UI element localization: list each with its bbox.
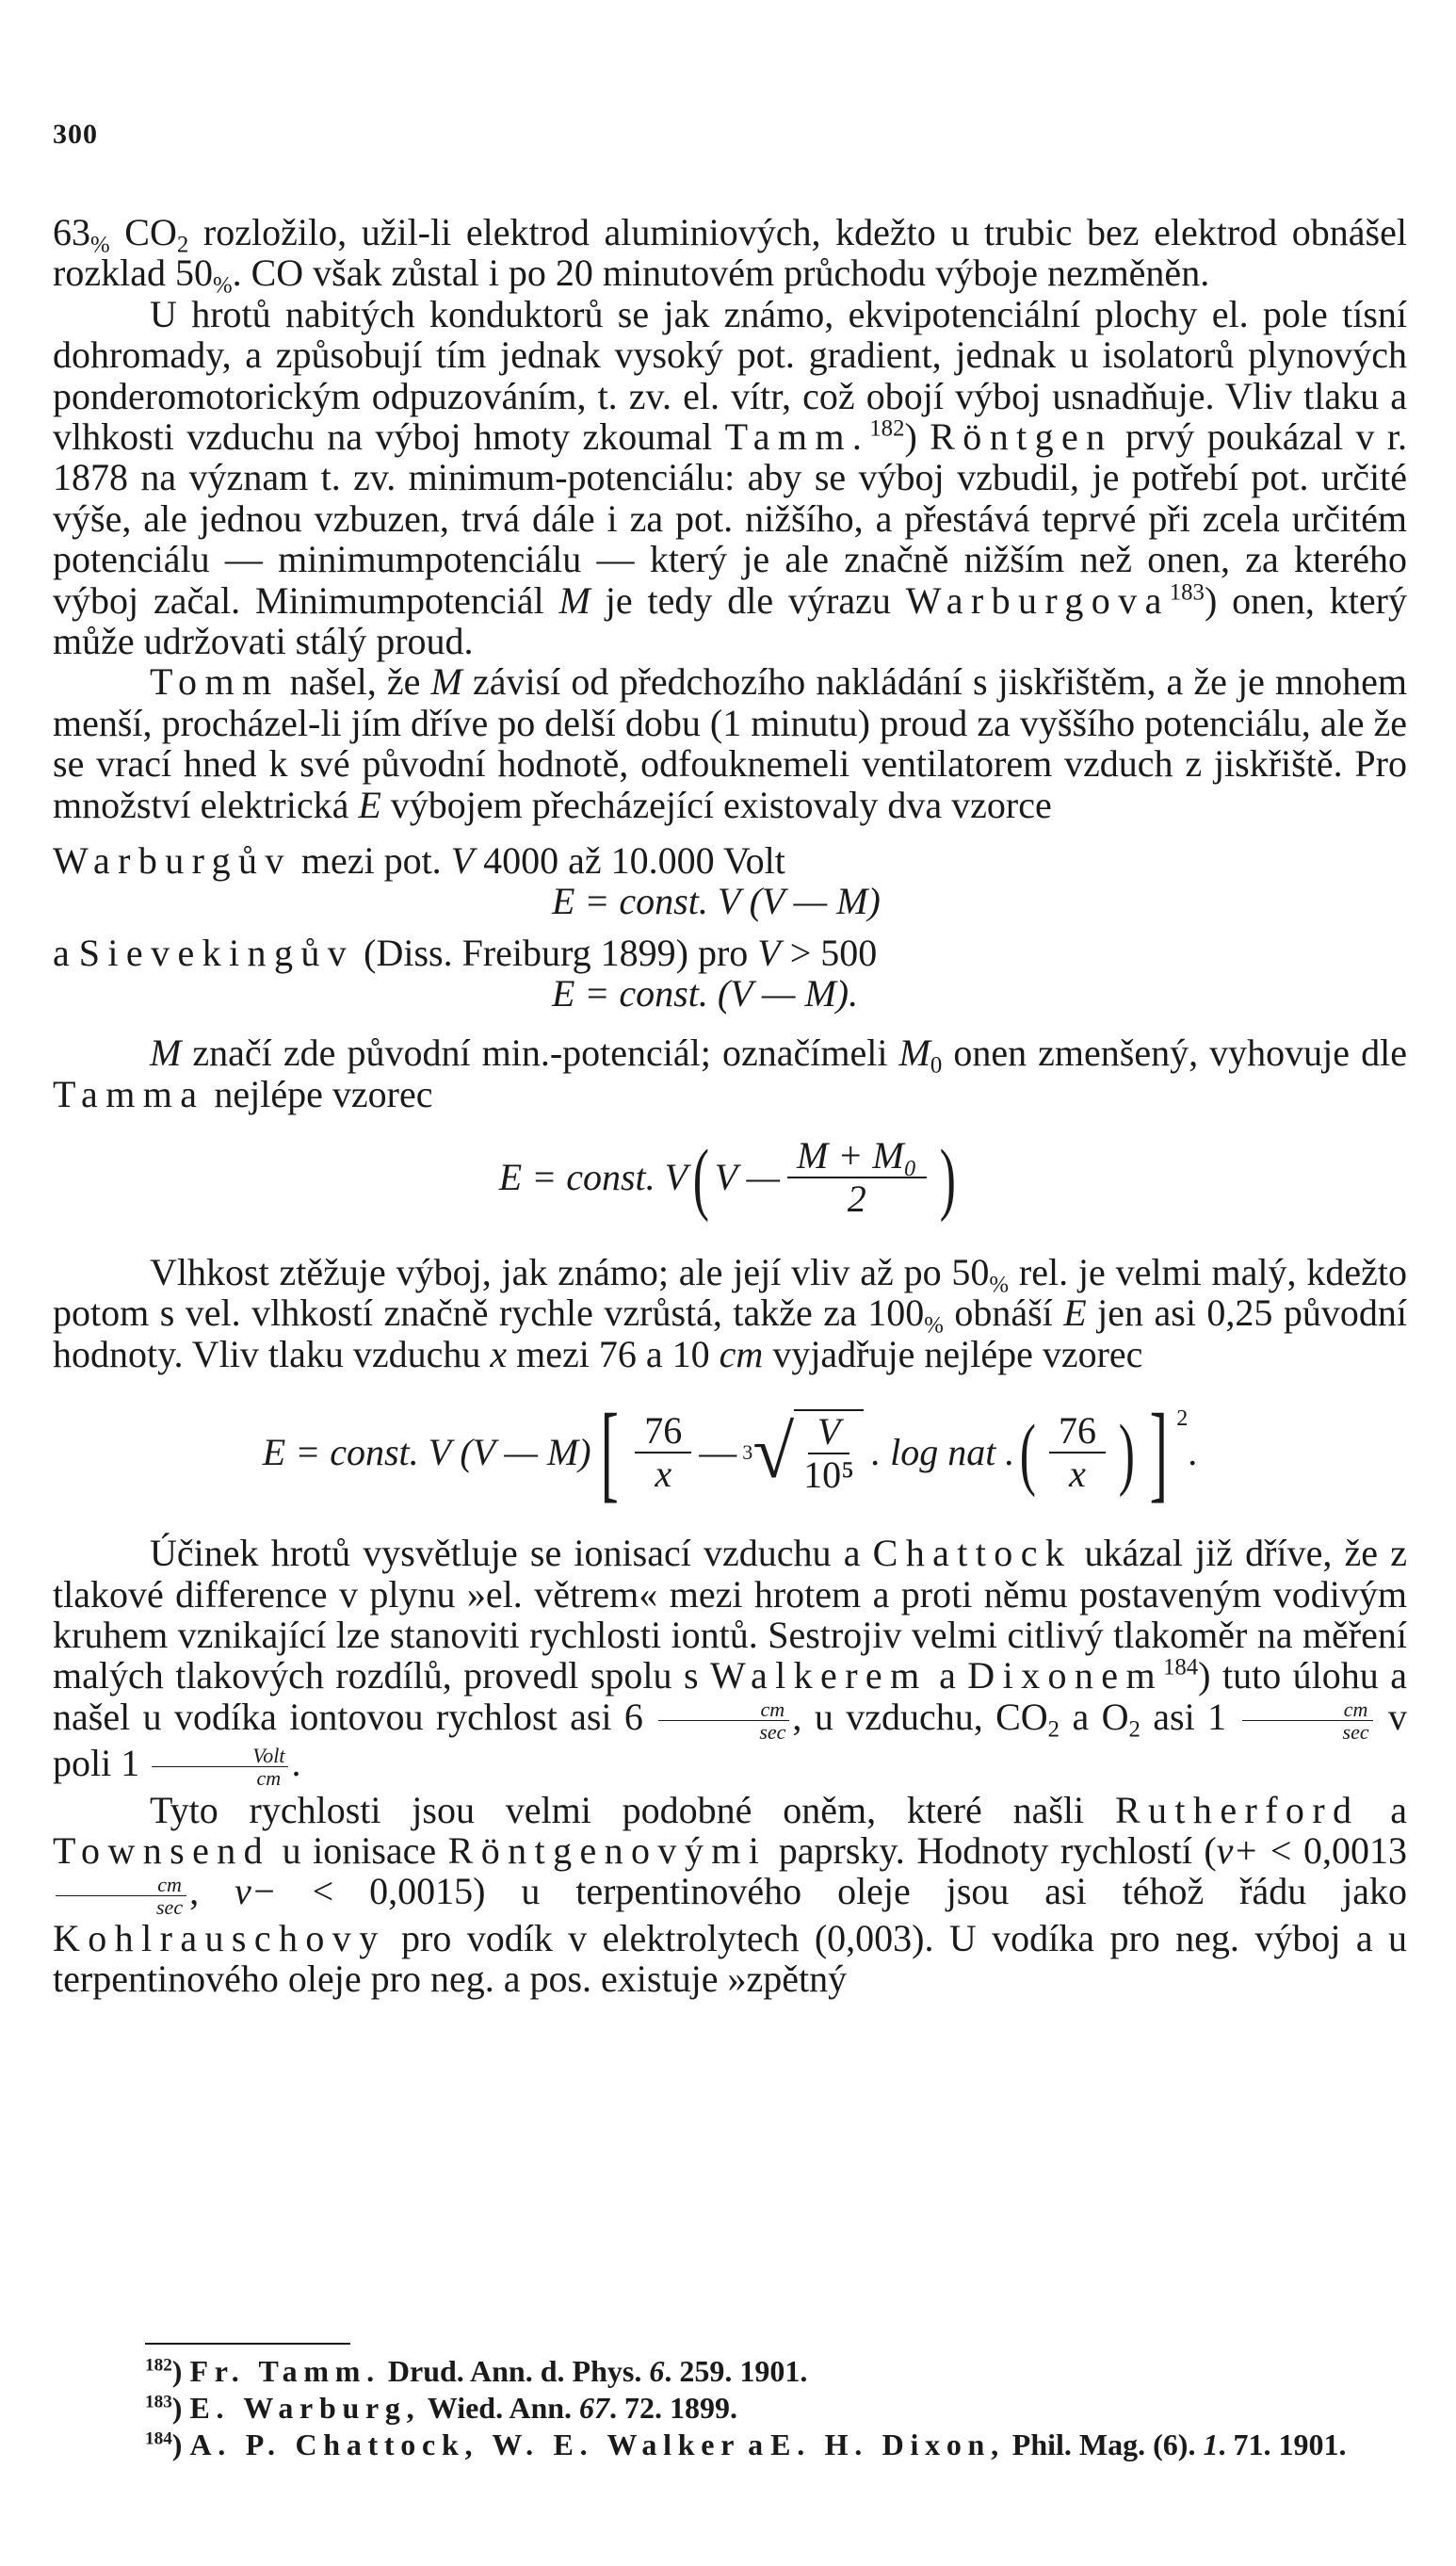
paren-right: ) — [939, 1131, 956, 1223]
equation-lhs: E = const. V — [498, 1156, 688, 1199]
paragraph-3 — [53, 661, 1407, 825]
author-name: Chattock — [872, 1532, 1073, 1575]
denominator: sec — [1342, 1720, 1369, 1745]
author-name: Fr. Tamm. — [189, 2354, 380, 2388]
math-symbol: M — [150, 1031, 182, 1075]
main-text — [53, 212, 1407, 2000]
paragraph-5 — [53, 1252, 1407, 1374]
author-name: Warburgův — [53, 839, 292, 883]
text: závisí od předchozího nakládání s jiskřištěm, a že je mnohem menší, procházel-li jím dříve po delší dobu (1 minutu) proud za vyššího potenciálu, ale že se vrací hned k své původní hodnotě, odfouknemeli ventilatorem vzduch z jiskřiště. Pro množství elektrická — [53, 660, 1407, 826]
text: ) tuto úlohu a našel u vodíka iontovou rychlost asi 6 — [53, 1654, 1407, 1738]
math-symbol: x — [490, 1332, 508, 1375]
minus-sign: — — [699, 1431, 737, 1474]
exponent: 2 — [1176, 1406, 1189, 1432]
denominator: 2 — [847, 1177, 866, 1220]
text: . 259. 1901. — [664, 2354, 808, 2388]
paren-left: ( — [692, 1131, 710, 1223]
text: a — [740, 2428, 771, 2461]
text: U hrotů nabitých konduktorů se jak známo, ekvipotenciální plochy el. pole tísní dohromady, a způsobují tím jednak vysoký pot. gradient, jednak u isolatorů plynových ponderomotorickým odpuzováním, t. zv. el. vítr, což obojí výboj usnadňuje. Vliv tlaku a vlhkosti vzduchu na výboj hmoty zkoumal — [53, 292, 1407, 459]
fraction — [1049, 1410, 1106, 1495]
numerator: cm — [56, 1874, 186, 1896]
subscript: 2 — [176, 232, 189, 258]
text: jen asi 0,25 původní hodnoty. Vliv tlaku vzduchu — [53, 1291, 1408, 1375]
author-name: Dixonem — [967, 1654, 1163, 1697]
text: , u vzduchu, CO — [792, 1695, 1048, 1738]
text: a — [53, 932, 79, 975]
formula-warburg — [53, 840, 1407, 921]
text: nejlépe vzorec — [204, 1072, 433, 1115]
text: pro vodík v elektrolytech (0,003). U vodíka pro neg. výboj a u terpentinového oleje pro neg. a pos. existuje »zpětný — [53, 1916, 1407, 2001]
text: obnáší — [943, 1291, 1064, 1335]
math-symbol: v− — [235, 1870, 277, 1913]
author-name: Kohlrauschovy — [53, 1916, 386, 1959]
math-symbol: v+ — [1216, 1828, 1259, 1872]
equation: E = const. V (V — M) — [552, 880, 881, 923]
math-symbol: M — [558, 578, 590, 622]
text: onen zmenšený, vyhovuje dle — [942, 1031, 1407, 1075]
equation-pressure — [53, 1382, 1407, 1523]
unit-fraction — [1242, 1698, 1373, 1743]
text: . 72. 1899. — [609, 2391, 738, 2425]
math-symbol: V — [757, 932, 781, 975]
unit: cm — [719, 1332, 764, 1375]
text: 63 — [53, 211, 90, 253]
text: výbojem přecházející existovaly dva vzorce — [380, 783, 1052, 826]
text: ) — [171, 2428, 190, 2461]
author-name: Sievekingův — [78, 932, 355, 975]
text: < 0,0013 — [1258, 1828, 1407, 1872]
text: našel, že — [279, 660, 431, 704]
text: u ionisace — [270, 1828, 448, 1872]
text: Účinek hrotů vysvětluje se ionisací vzduchu a — [150, 1532, 873, 1575]
percent-sign: % — [989, 1272, 1010, 1298]
unit-fraction — [56, 1874, 186, 1918]
text: (Diss. Freiburg 1899) pro — [354, 932, 758, 975]
text: 4000 až 10.000 Volt — [474, 839, 785, 883]
subscript: 0 — [930, 1052, 943, 1079]
equation-term: V — — [714, 1156, 781, 1199]
text: > 500 — [780, 932, 878, 975]
author-name: E. Warburg, — [189, 2391, 421, 2425]
text: a O — [1060, 1695, 1129, 1738]
equation-tamm — [53, 1122, 1407, 1233]
formula-label — [53, 933, 877, 973]
volume: 67 — [579, 2391, 610, 2425]
numerator: cm — [1242, 1698, 1373, 1721]
footnote-ref: 182 — [869, 415, 905, 442]
author-name: Tamma — [53, 1072, 205, 1115]
text: asi 1 — [1140, 1695, 1239, 1738]
text: ) — [171, 2391, 190, 2425]
numerator: V — [808, 1411, 849, 1454]
footnote-number: 184 — [145, 2428, 172, 2449]
text: mezi 76 a 10 — [507, 1332, 720, 1375]
text: ukázal již dříve, že z tlakové difference v plynu »el. větrem« mezi hrotem a proti němu postaveným vodivým kruhem vznikající lze stanoviti rychlosti iontů. Sestrojiv velmi citlivý tlakoměr na měření malých tlakových rozdílů, provedl spolu s — [53, 1532, 1407, 1697]
denominator: sec — [759, 1720, 786, 1745]
text: Drud. Ann. d. Phys. — [380, 2354, 650, 2388]
author-name: E. H. Dixon, — [770, 2428, 1005, 2461]
bracket-right: ] — [1149, 1392, 1168, 1514]
text: rel. je velmi malý, kdežto potom s vel. vlhkostí značně rychle vzrůstá, takže za 100 — [53, 1250, 1407, 1335]
author-name: A. P. Chattock, W. E. Walker — [189, 2428, 741, 2461]
math-symbol: V — [450, 839, 475, 883]
percent-sign: % — [924, 1312, 944, 1339]
text: Wied. Ann. — [420, 2391, 580, 2425]
subscript: 2 — [1047, 1716, 1060, 1743]
text: v poli 1 — [53, 1695, 1407, 1785]
author-name: Tomm — [150, 660, 280, 704]
author-name: Röntgen — [930, 415, 1113, 459]
volume: 6 — [649, 2354, 665, 2388]
fraction — [787, 1135, 927, 1220]
footnote-182 — [145, 2353, 1407, 2390]
author-name: Tamm. — [724, 415, 870, 459]
text: Phil. Mag. (6). — [1004, 2428, 1204, 2461]
math-symbol: E — [358, 783, 381, 826]
paragraph-2 — [53, 294, 1407, 662]
footnote-number: 182 — [145, 2355, 172, 2376]
numerator: cm — [658, 1698, 789, 1721]
text: rozložilo, užil-li elektrod aluminiových, kdežto u trubic bez elektrod obnášel rozklad 50 — [53, 211, 1407, 295]
bracket-left: [ — [600, 1392, 619, 1514]
text: vyjadřuje nejlépe vzorec — [763, 1332, 1143, 1375]
text: ) onen, který může udržovati stálý proud. — [53, 578, 1407, 663]
numerator: Volt — [152, 1745, 288, 1767]
text: Vlhkost ztěžuje výboj, jak známo; ale její vliv až po 50 — [150, 1250, 990, 1293]
radical-sign: √ — [752, 1411, 795, 1495]
text: . — [291, 1742, 301, 1785]
text: < 0,0015) u terpentinového oleje jsou asi téhož řádu jako — [276, 1870, 1407, 1913]
author-name: Röntgenovými — [447, 1828, 768, 1872]
paragraph-1 — [53, 211, 1407, 299]
subscript: 2 — [1128, 1716, 1141, 1743]
author-name: Rutherford — [1114, 1788, 1360, 1831]
text: je tedy dle výrazu — [590, 578, 906, 622]
text: . CO však zůstal i po 20 minutovém průchodu výboje nezměněn. — [232, 252, 1210, 295]
footnote-183 — [145, 2390, 1407, 2427]
text: CO — [109, 211, 177, 253]
paragraph-7 — [53, 1790, 1407, 2000]
unit-fraction — [658, 1698, 789, 1743]
math-symbol: M — [430, 660, 462, 704]
text: značí zde původní min.-potenciál; označímeli — [181, 1031, 899, 1075]
denominator: x — [1069, 1453, 1086, 1496]
fraction — [635, 1410, 691, 1495]
footnote-184 — [145, 2427, 1407, 2463]
root-index: 3 — [742, 1440, 753, 1465]
footnote-divider — [145, 2343, 350, 2345]
text: , — [189, 1870, 235, 1913]
period: . — [1188, 1431, 1198, 1474]
radicand-fraction — [794, 1409, 864, 1496]
math-symbol: M — [898, 1031, 930, 1075]
text: ) — [904, 415, 930, 459]
paragraph-6 — [53, 1533, 1407, 1789]
text: Tyto rychlosti jsou velmi podobné oněm, které našli — [150, 1788, 1115, 1831]
denominator: cm — [256, 1766, 282, 1791]
author-name: Townsend — [53, 1828, 271, 1872]
text: ) — [171, 2354, 190, 2388]
equation: E = const. (V — M). — [552, 972, 859, 1015]
footnote-number: 183 — [145, 2392, 172, 2412]
unit-fraction — [152, 1745, 288, 1789]
paragraph-4 — [53, 1032, 1407, 1114]
text: a — [927, 1654, 968, 1697]
log-nat: . log nat . — [871, 1431, 1015, 1474]
denominator: sec — [156, 1894, 184, 1919]
author-name: Walkerem — [710, 1654, 928, 1697]
equation-lhs: E = const. V (V — M) — [262, 1431, 591, 1474]
footnote-ref: 183 — [1169, 579, 1205, 606]
percent-sign: % — [90, 232, 110, 258]
volume: 1 — [1203, 2428, 1219, 2461]
numerator: M + M₀ — [787, 1135, 927, 1178]
footnotes — [145, 2353, 1407, 2463]
denominator: 10⁵ — [803, 1454, 855, 1497]
text: . 71. 1901. — [1218, 2428, 1347, 2461]
formula-sieveking — [53, 933, 1407, 1014]
numerator: 76 — [1049, 1410, 1106, 1454]
paren-left: ( — [1020, 1407, 1037, 1499]
text: a — [1359, 1788, 1407, 1831]
text: mezi pot. — [291, 839, 451, 883]
formula-label — [53, 840, 785, 881]
footnote-ref: 184 — [1162, 1655, 1199, 1681]
author-name: Warburgova — [905, 578, 1170, 622]
math-symbol: E — [1063, 1291, 1087, 1335]
numerator: 76 — [635, 1410, 691, 1454]
paren-right: ) — [1118, 1407, 1135, 1499]
percent-sign: % — [212, 272, 233, 299]
page-number: 300 — [53, 119, 98, 150]
text: paprsky. Hodnoty rychlostí ( — [767, 1828, 1217, 1872]
denominator: x — [655, 1453, 672, 1496]
text: prvý poukázal v r. 1878 na význam t. zv. minimum-potenciálu: aby se výboj vzbudil, je potřebí pot. určité výše, ale jednou vzbuzen, trvá dále i za pot. nižšího, a přestává teprvé při zcela určitém potenciálu — minimumpotenciálu — který je ale značně nižším než onen, za kterého výboj začal. Minimumpotenciál — [53, 415, 1407, 622]
